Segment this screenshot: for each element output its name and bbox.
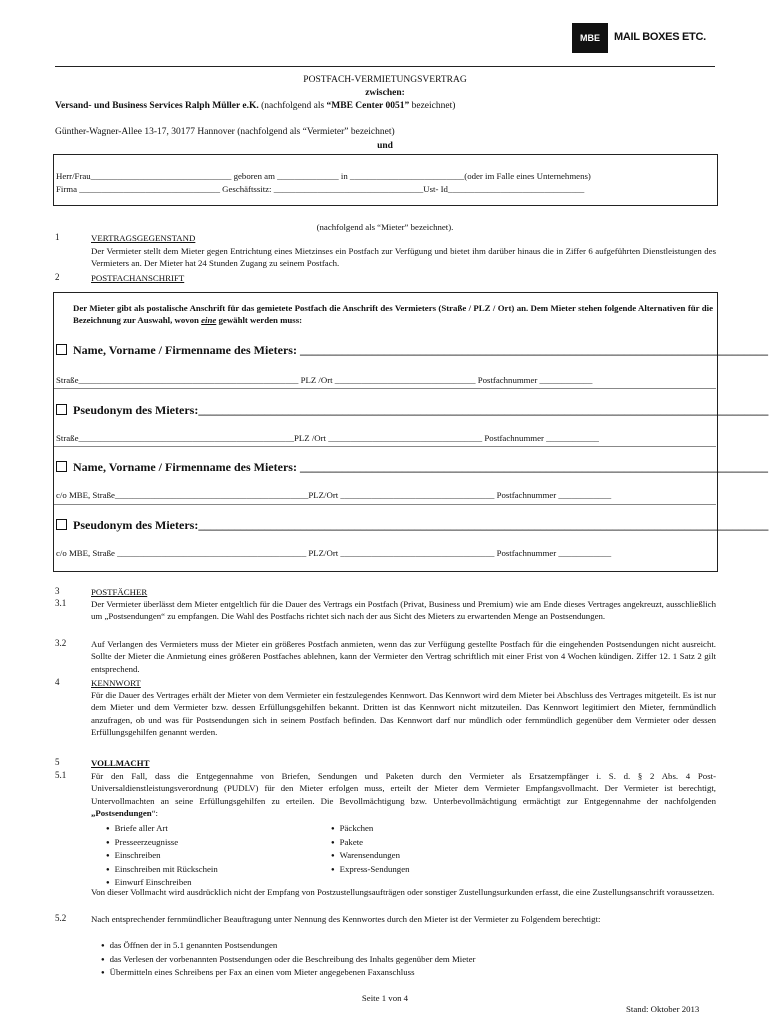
authority-list-left — [106, 822, 218, 890]
option-address-2[interactable]: Straße_________________________________________________PLZ /Ort ___________________________________ Postfachnummer ____________ — [56, 433, 599, 443]
page-number: Seite 1 von 4 — [361, 993, 409, 1003]
section-2-heading: POSTFACHANSCHRIFT — [91, 273, 185, 283]
checkbox-icon[interactable] — [56, 461, 67, 472]
section-3-number: 3 — [55, 586, 60, 596]
postsendungen-term: „Postsendungen — [91, 808, 152, 819]
header-divider — [55, 66, 715, 67]
option-address-1[interactable]: Straße__________________________________________________ PLZ /Ort ________________________________ Postfachnummer ____________ — [56, 375, 593, 385]
option-divider — [54, 446, 716, 447]
section-3-heading: POSTFÄCHER — [91, 587, 148, 597]
party-line — [55, 100, 455, 113]
list-item: ● Einwurf Einschreiben — [106, 876, 218, 890]
option-address-3[interactable]: c/o MBE, Straße____________________________________________PLZ/Ort ___________________________________ Postfachnummer ____________ — [56, 490, 612, 500]
section-1-text: Der Vermieter stellt dem Mieter gegen Entrichtung eines Mietzinses ein Postfach zur Verfügung und bietet ihm darüber hinaus die in Ziffer 6 aufgeführten Dienstleistungen des Vermieters an. Der Mieter hat 24 Stunden Zugang zu seinem Postfach. — [91, 246, 716, 269]
section-3-2-number: 3.2 — [55, 638, 67, 648]
authority-list-right — [331, 822, 410, 876]
section-3-2-text: Auf Verlangen des Vermieters muss der Mieter ein größeres Postfach anmieten, wenn das zur Verfügung gestellte Postfach für die eingehenden Postsendungen nicht ausreicht. Sollte der Mieter die Anmietung eines größeren Postfaches ablehnen, kann der Vermieter den Vertrag schriftlich mit einer Frist von 4 Wochen kündigen. Ziffer 12. 1 Satz 2 gilt entsprechend. — [91, 639, 716, 674]
option-pseudonym-2[interactable]: Pseudonym des Mieters:_______________________________________________________________________________________________ — [56, 518, 768, 533]
list-item: ● Briefe aller Art — [106, 822, 218, 836]
option-name-2[interactable]: Name, Vorname / Firmenname des Mieters: ______________________________________________________________________________ — [56, 460, 768, 475]
list-item: ● Einschreiben — [106, 849, 218, 863]
tenant-line-company[interactable]: Firma ________________________________ Geschäftssitz: __________________________________Ust- Id_______________________________ — [56, 184, 585, 194]
checkbox-icon[interactable] — [56, 404, 67, 415]
section-5-2-text: Nach entsprechender fernmündlicher Beauftragung unter Nennung des Kennwortes durch den Mieter ist der Vermieter zu Folgendem berechtigt: — [91, 914, 601, 924]
checkbox-icon[interactable] — [56, 344, 67, 355]
between-label: zwischen: — [365, 88, 405, 98]
section-1-heading: VERTRAGSGEGENSTAND — [91, 233, 196, 243]
section-5-1-text: Für den Fall, dass die Entgegennahme von Briefen, Sendungen und Paketen durch den Vermieter als Ersatzempfänger i. S. d. § 2 Abs. 4 Post-Universaldienstleistungsverordnung (PUDLV) für den Mieter erfolgen muss, erteilt der Mieter dem Vermieter Empfangsvollmacht. Der Vermieter ist berechtigt, Untervollmachten an seine Erfüllungsgehilfen zu erteilen. Die Bevollmächtigung bzw. Unterbevollmächtigung ermächtigt zur Entgegennahme der nachfolgenden „Postsendungen“: — [91, 771, 716, 819]
section-5-2-list — [101, 939, 475, 980]
section-1-number: 1 — [55, 232, 60, 242]
section-2-number: 2 — [55, 272, 60, 282]
section-4-number: 4 — [55, 677, 60, 687]
landlord-address: Günther-Wagner-Allee 13-17, 30177 Hannover (nachfolgend als “Vermieter” bezeichnet) — [55, 127, 395, 137]
list-item: ● das Verlesen der vorbenannten Postsendungen oder die Beschreibung des Inhalts gegenüber dem Mieter — [101, 953, 475, 967]
party-mid: (nachfolgend als — [258, 101, 327, 111]
section-5-2-number: 5.2 — [55, 913, 67, 923]
section-4-heading: KENNWORT — [91, 678, 141, 688]
list-item: ● Übermitteln eines Schreibens per Fax an einen vom Mieter angegebenen Faxanschluss — [101, 966, 475, 980]
section-5-number: 5 — [55, 757, 60, 767]
option-divider — [54, 388, 716, 389]
contract-title: POSTFACH-VERMIETUNGSVERTRAG — [303, 75, 467, 85]
section-5-heading: VOLLMACHT — [91, 758, 150, 768]
list-item: ● Presseerzeugnisse — [106, 836, 218, 850]
tenant-note: (nachfolgend als “Mieter” bezeichnet). — [316, 222, 454, 232]
version-date: Stand: Oktober 2013 — [626, 1004, 700, 1014]
mbe-logo-mark: MBE — [572, 23, 608, 53]
option-name-1[interactable]: Name, Vorname / Firmenname des Mieters: ______________________________________________________________________________ — [56, 343, 768, 358]
section-5-1-exclusion: Von dieser Vollmacht wird ausdrücklich nicht der Empfang von Postzustellungsaufträgen oder sonstiger Zustellungsurkunden erfasst, die eine Zustellungsanschrift voraussetzen. — [91, 887, 715, 897]
section-5-1-number: 5.1 — [55, 770, 67, 780]
section-3-1-text: Der Vermieter überlässt dem Mieter entgeltlich für die Dauer des Vertrags ein Postfach (Privat, Business und Premium) wie am Ende dieses Vertrages angekreuzt, ausschließlich um „Postsendungen“ zu empfangen. Die Wahl des Postfachs richtet sich nach der aus Sicht des Mieters zu erwartenden Menge an Postsendungen. — [91, 599, 716, 622]
intro-eine: eine — [201, 315, 217, 326]
list-item: ● Warensendungen — [331, 849, 410, 863]
address-options-intro: Der Mieter gibt als postalische Anschrift für das gemietete Postfach die Anschrift des Vermieters (Straße / PLZ / Ort) an. Dem Mieter stehen folgende Alternativen für die Bezeichnung zur Auswahl, wovon eine gewählt werden muss: — [73, 303, 713, 326]
list-item: ● Express-Sendungen — [331, 863, 410, 877]
and-label: und — [377, 141, 393, 151]
option-divider — [54, 504, 716, 505]
list-item: ● Pakete — [331, 836, 410, 850]
tenant-line-person[interactable]: Herr/Frau________________________________ geboren am ______________ in __________________________(oder im Falle eines Unternehmens) — [56, 171, 591, 181]
list-item: ● Einschreiben mit Rückschein — [106, 863, 218, 877]
party-center: “MBE Center 0051” — [326, 101, 410, 111]
option-pseudonym-1[interactable]: Pseudonym des Mieters:_______________________________________________________________________________________________ — [56, 403, 768, 418]
checkbox-icon[interactable] — [56, 519, 67, 530]
list-item: ● Päckchen — [331, 822, 410, 836]
section-3-1-number: 3.1 — [55, 598, 67, 608]
section-4-text: Für die Dauer des Vertrages erhält der Mieter von dem Vermieter ein festzulegendes Kennwort. Das Kennwort wird dem Mieter bei Abschluss des Vertrages mitgeteilt. Es ist nur dem Mieter und dem Vermieter bzw. dessen Erfüllungsgehilfen bekannt. Dritten ist das Kennwort nicht mitzuteilen. Das Kennwort legitimiert den Mieter, fernmündlich anzufragen, ob und was für Postsendungen sich in seinem Postfach befinden. Das Kennwort darf nur mündlich oder fernmündlich gegenüber dem Vermieter oder dessen Erfüllungsgehilfen genannt werden. — [91, 690, 716, 738]
list-item: ● das Öffnen der in 5.1 genannten Postsendungen — [101, 939, 475, 953]
party-name: Versand- und Business Services Ralph Müller e.K. — [55, 101, 259, 111]
party-end: bezeichnet) — [409, 101, 456, 111]
mbe-logo-name: MAIL BOXES ETC. — [614, 31, 706, 43]
option-address-4[interactable]: c/o MBE, Straße ___________________________________________ PLZ/Ort ___________________________________ Postfachnummer ____________ — [56, 548, 612, 558]
